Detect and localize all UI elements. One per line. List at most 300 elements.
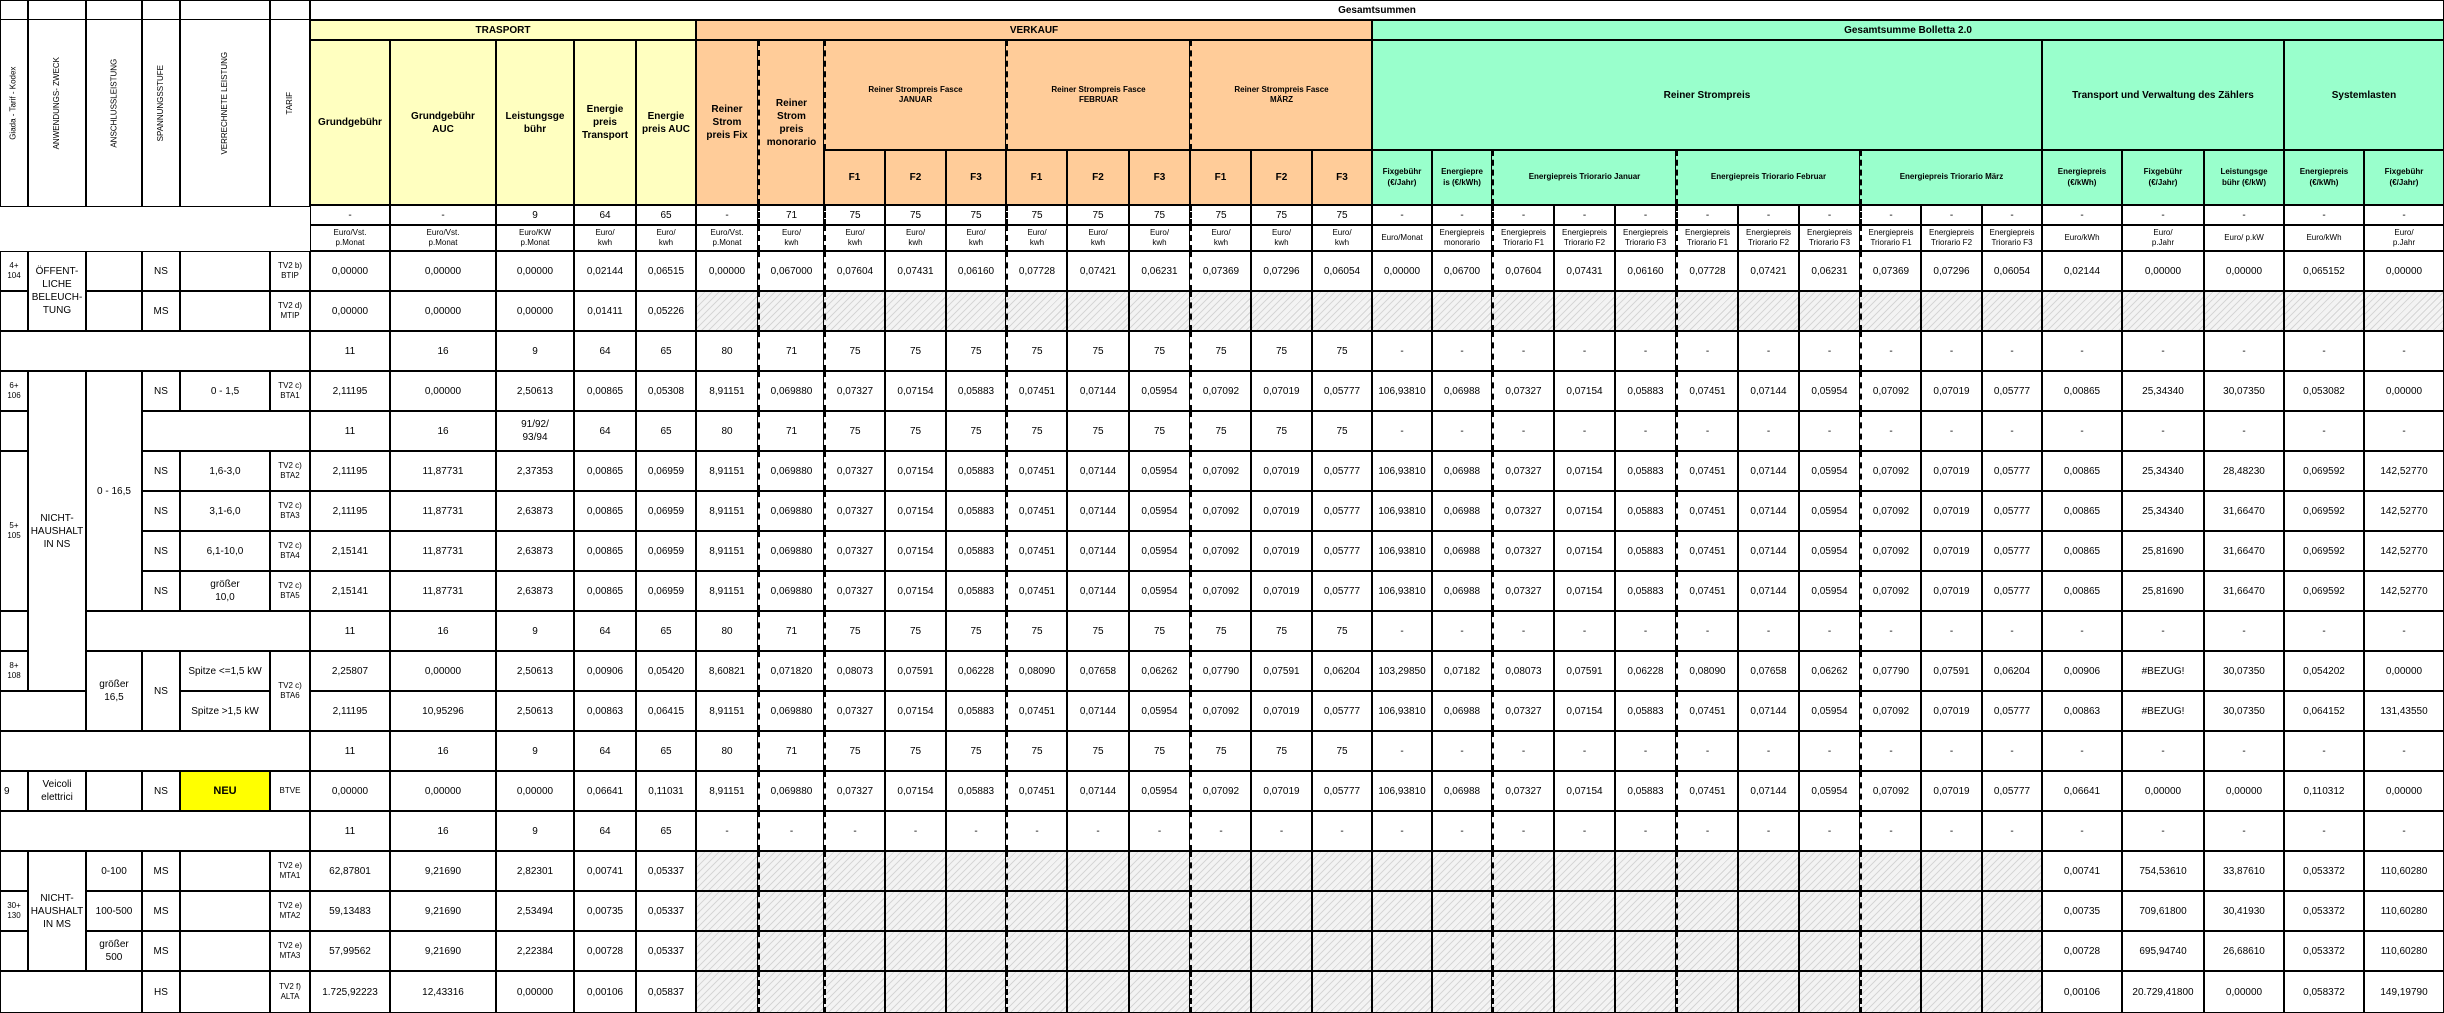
table-cell[interactable] (2042, 531, 2122, 571)
table-cell[interactable] (2042, 331, 2122, 371)
table-cell[interactable] (696, 731, 758, 771)
empty-cell[interactable] (1799, 291, 1860, 331)
table-cell[interactable] (1860, 331, 1921, 371)
table-cell[interactable] (2122, 571, 2204, 611)
table-cell[interactable] (824, 651, 885, 691)
table-cell[interactable] (2364, 971, 2444, 1013)
table-cell[interactable] (2364, 731, 2444, 771)
table-cell[interactable] (1251, 251, 1312, 291)
table-cell[interactable] (1492, 491, 1554, 531)
empty-cell[interactable] (1251, 971, 1312, 1013)
table-cell[interactable] (1129, 411, 1190, 451)
empty-cell[interactable] (1492, 851, 1554, 891)
table-cell[interactable] (758, 611, 824, 651)
empty-cell[interactable] (1860, 291, 1921, 331)
table-cell[interactable] (1615, 371, 1676, 411)
table-cell[interactable] (1190, 40, 1372, 150)
table-cell[interactable] (758, 531, 824, 571)
table-cell[interactable] (1251, 691, 1312, 731)
table-cell[interactable] (758, 40, 824, 205)
table-cell[interactable] (496, 371, 574, 411)
table-cell[interactable] (1372, 251, 1432, 291)
table-cell[interactable] (180, 571, 270, 611)
table-cell[interactable] (1554, 491, 1615, 531)
empty-cell[interactable] (824, 931, 885, 971)
table-cell[interactable] (2364, 491, 2444, 531)
table-cell[interactable] (2204, 531, 2284, 571)
table-cell[interactable] (310, 731, 390, 771)
empty-cell[interactable] (1190, 971, 1251, 1013)
table-cell[interactable] (1312, 611, 1372, 651)
table-cell[interactable] (574, 691, 636, 731)
table-cell[interactable] (636, 651, 696, 691)
table-cell[interactable] (270, 251, 310, 291)
table-cell[interactable] (1554, 571, 1615, 611)
empty-cell[interactable] (696, 291, 758, 331)
table-cell[interactable] (1860, 491, 1921, 531)
empty-cell[interactable] (1738, 931, 1799, 971)
table-cell[interactable] (390, 731, 496, 771)
table-cell[interactable] (1921, 651, 1982, 691)
table-cell[interactable] (1799, 225, 1860, 251)
table-cell[interactable] (1921, 811, 1982, 851)
table-cell[interactable] (1129, 225, 1190, 251)
table-cell[interactable] (2364, 571, 2444, 611)
table-cell[interactable] (1372, 491, 1432, 531)
table-cell[interactable] (1372, 411, 1432, 451)
table-cell[interactable] (2284, 931, 2364, 971)
table-cell[interactable] (1190, 205, 1251, 225)
table-cell[interactable] (636, 251, 696, 291)
table-cell[interactable] (496, 731, 574, 771)
table-cell[interactable] (1615, 611, 1676, 651)
empty-cell[interactable] (1432, 291, 1492, 331)
table-cell[interactable] (270, 491, 310, 531)
table-cell[interactable] (636, 371, 696, 411)
table-cell[interactable] (758, 731, 824, 771)
empty-cell[interactable] (696, 931, 758, 971)
table-cell[interactable] (758, 651, 824, 691)
table-cell[interactable] (1615, 491, 1676, 531)
table-cell[interactable] (885, 491, 946, 531)
table-cell[interactable] (496, 531, 574, 571)
empty-cell[interactable] (1067, 851, 1129, 891)
empty-cell[interactable] (1982, 851, 2042, 891)
table-cell[interactable] (2042, 451, 2122, 491)
table-cell[interactable] (1067, 771, 1129, 811)
table-cell[interactable] (1190, 731, 1251, 771)
table-cell[interactable] (1738, 371, 1799, 411)
table-cell[interactable] (824, 40, 1006, 150)
table-cell[interactable] (696, 451, 758, 491)
table-cell[interactable] (696, 20, 1372, 40)
table-cell[interactable] (310, 291, 390, 331)
table-cell[interactable] (946, 771, 1006, 811)
table-cell[interactable] (310, 491, 390, 531)
table-cell[interactable] (1615, 771, 1676, 811)
table-cell[interactable] (1372, 20, 2444, 40)
empty-cell[interactable] (1432, 971, 1492, 1013)
table-cell[interactable] (1312, 331, 1372, 371)
table-cell[interactable] (310, 571, 390, 611)
empty-cell[interactable] (824, 971, 885, 1013)
table-cell[interactable] (1372, 811, 1432, 851)
empty-cell[interactable] (1921, 291, 1982, 331)
table-cell[interactable] (2042, 251, 2122, 291)
table-cell[interactable] (1372, 205, 1432, 225)
table-cell[interactable] (142, 531, 180, 571)
table-cell[interactable] (1067, 731, 1129, 771)
table-cell[interactable] (946, 451, 1006, 491)
empty-cell[interactable] (1799, 971, 1860, 1013)
table-cell[interactable] (1312, 771, 1372, 811)
table-cell[interactable] (885, 571, 946, 611)
empty-cell[interactable] (885, 851, 946, 891)
table-cell[interactable] (885, 531, 946, 571)
table-cell[interactable] (496, 331, 574, 371)
table-cell[interactable] (2284, 971, 2364, 1013)
table-cell[interactable] (2122, 891, 2204, 931)
table-cell[interactable] (1372, 371, 1432, 411)
empty-cell[interactable] (1251, 851, 1312, 891)
empty-cell[interactable] (1006, 291, 1067, 331)
table-cell[interactable] (1251, 331, 1312, 371)
empty-cell[interactable] (0, 411, 28, 451)
table-cell[interactable] (0, 0, 28, 207)
empty-cell[interactable] (1860, 931, 1921, 971)
table-cell[interactable] (2364, 811, 2444, 851)
empty-cell[interactable] (946, 851, 1006, 891)
table-cell[interactable] (1129, 771, 1190, 811)
table-cell[interactable] (2364, 150, 2444, 205)
table-cell[interactable] (574, 651, 636, 691)
table-cell[interactable] (1554, 371, 1615, 411)
table-cell[interactable] (390, 225, 496, 251)
table-cell[interactable] (1615, 411, 1676, 451)
table-cell[interactable] (1982, 731, 2042, 771)
table-cell[interactable] (310, 611, 390, 651)
table-cell[interactable] (496, 651, 574, 691)
table-cell[interactable] (574, 225, 636, 251)
table-cell[interactable] (1251, 811, 1312, 851)
table-cell[interactable] (86, 931, 142, 971)
empty-cell[interactable] (1006, 931, 1067, 971)
table-cell[interactable] (1554, 651, 1615, 691)
table-cell[interactable] (1799, 371, 1860, 411)
empty-cell[interactable] (1190, 891, 1251, 931)
table-cell[interactable] (1738, 611, 1799, 651)
table-cell[interactable] (142, 371, 180, 411)
empty-cell[interactable] (1738, 291, 1799, 331)
empty-cell[interactable] (1738, 851, 1799, 891)
table-cell[interactable] (270, 771, 310, 811)
table-cell[interactable] (636, 331, 696, 371)
table-cell[interactable] (310, 651, 390, 691)
table-cell[interactable] (390, 891, 496, 931)
table-cell[interactable] (946, 571, 1006, 611)
table-cell[interactable] (2364, 611, 2444, 651)
empty-cell[interactable] (1372, 931, 1432, 971)
table-cell[interactable] (2122, 531, 2204, 571)
empty-cell[interactable] (0, 731, 310, 771)
table-cell[interactable] (1554, 611, 1615, 651)
empty-cell[interactable] (1615, 931, 1676, 971)
table-cell[interactable] (1190, 691, 1251, 731)
table-cell[interactable] (2204, 371, 2284, 411)
table-cell[interactable] (1738, 531, 1799, 571)
table-cell[interactable] (1190, 611, 1251, 651)
table-cell[interactable] (390, 691, 496, 731)
table-cell[interactable] (696, 371, 758, 411)
table-cell[interactable] (2364, 331, 2444, 371)
empty-cell[interactable] (1312, 931, 1372, 971)
table-cell[interactable] (1251, 531, 1312, 571)
table-cell[interactable] (2284, 251, 2364, 291)
table-cell[interactable] (2364, 371, 2444, 411)
table-cell[interactable] (496, 851, 574, 891)
table-cell[interactable] (696, 251, 758, 291)
table-cell[interactable] (824, 205, 885, 225)
table-cell[interactable] (1799, 251, 1860, 291)
table-cell[interactable] (2122, 731, 2204, 771)
table-cell[interactable] (2042, 40, 2284, 150)
empty-cell[interactable] (824, 291, 885, 331)
table-cell[interactable] (496, 891, 574, 931)
table-cell[interactable] (310, 0, 2444, 20)
table-cell[interactable] (1492, 811, 1554, 851)
empty-cell[interactable] (824, 891, 885, 931)
table-cell[interactable] (1921, 225, 1982, 251)
empty-cell[interactable] (1554, 891, 1615, 931)
empty-cell[interactable] (2284, 291, 2364, 331)
table-cell[interactable] (1676, 251, 1738, 291)
table-cell[interactable] (636, 971, 696, 1013)
table-cell[interactable] (1492, 611, 1554, 651)
table-cell[interactable] (2204, 851, 2284, 891)
empty-cell[interactable] (946, 891, 1006, 931)
table-cell[interactable] (390, 251, 496, 291)
table-cell[interactable] (824, 451, 885, 491)
table-cell[interactable] (390, 851, 496, 891)
empty-cell[interactable] (1312, 971, 1372, 1013)
table-cell[interactable] (1982, 611, 2042, 651)
table-cell[interactable] (574, 411, 636, 451)
table-cell[interactable] (885, 371, 946, 411)
empty-cell[interactable] (86, 251, 142, 291)
table-cell[interactable] (2122, 225, 2204, 251)
table-cell[interactable] (496, 931, 574, 971)
table-cell[interactable] (824, 771, 885, 811)
table-cell[interactable] (946, 531, 1006, 571)
table-cell[interactable] (1129, 205, 1190, 225)
table-cell[interactable] (142, 571, 180, 611)
table-cell[interactable] (1372, 225, 1432, 251)
table-cell[interactable] (390, 291, 496, 331)
table-cell[interactable] (2042, 491, 2122, 531)
table-cell[interactable] (885, 731, 946, 771)
table-cell[interactable] (758, 811, 824, 851)
table-cell[interactable] (2204, 571, 2284, 611)
table-cell[interactable] (1312, 811, 1372, 851)
table-cell[interactable] (1615, 731, 1676, 771)
table-cell[interactable] (310, 771, 390, 811)
table-cell[interactable] (180, 691, 270, 731)
table-cell[interactable] (310, 205, 390, 225)
table-cell[interactable] (1738, 691, 1799, 731)
table-cell[interactable] (496, 571, 574, 611)
table-cell[interactable] (1554, 811, 1615, 851)
table-cell[interactable] (310, 40, 390, 205)
table-cell[interactable] (1676, 731, 1738, 771)
table-cell[interactable] (2042, 851, 2122, 891)
table-cell[interactable] (2204, 691, 2284, 731)
empty-cell[interactable] (758, 931, 824, 971)
table-cell[interactable] (1006, 451, 1067, 491)
table-cell[interactable] (1921, 731, 1982, 771)
table-cell[interactable] (496, 205, 574, 225)
table-cell[interactable] (390, 811, 496, 851)
table-cell[interactable] (1860, 651, 1921, 691)
table-cell[interactable] (574, 251, 636, 291)
table-cell[interactable] (1190, 571, 1251, 611)
table-cell[interactable] (1554, 531, 1615, 571)
table-cell[interactable] (1738, 731, 1799, 771)
table-cell[interactable] (390, 205, 496, 225)
table-cell[interactable] (574, 891, 636, 931)
table-cell[interactable] (496, 291, 574, 331)
table-cell[interactable] (1982, 371, 2042, 411)
table-cell[interactable] (496, 411, 574, 451)
table-cell[interactable] (2122, 150, 2204, 205)
table-cell[interactable] (2122, 691, 2204, 731)
table-cell[interactable] (574, 40, 636, 205)
table-cell[interactable] (180, 651, 270, 691)
empty-cell[interactable] (1251, 891, 1312, 931)
table-cell[interactable] (2122, 811, 2204, 851)
table-cell[interactable] (496, 491, 574, 531)
table-cell[interactable] (1312, 150, 1372, 205)
table-cell[interactable] (636, 40, 696, 205)
table-cell[interactable] (636, 851, 696, 891)
table-cell[interactable] (1738, 225, 1799, 251)
table-cell[interactable] (2042, 731, 2122, 771)
table-cell[interactable] (696, 651, 758, 691)
empty-cell[interactable] (1982, 971, 2042, 1013)
empty-cell[interactable] (0, 331, 310, 371)
table-cell[interactable] (390, 411, 496, 451)
table-cell[interactable] (1067, 331, 1129, 371)
table-cell[interactable] (1432, 251, 1492, 291)
table-cell[interactable] (2122, 771, 2204, 811)
table-cell[interactable] (496, 771, 574, 811)
table-cell[interactable] (310, 251, 390, 291)
table-cell[interactable] (1738, 771, 1799, 811)
table-cell[interactable] (390, 491, 496, 531)
empty-cell[interactable] (758, 971, 824, 1013)
empty-cell[interactable] (180, 251, 270, 291)
table-cell[interactable] (1676, 225, 1738, 251)
table-cell[interactable] (1251, 651, 1312, 691)
table-cell[interactable] (2042, 811, 2122, 851)
table-cell[interactable] (1615, 651, 1676, 691)
table-cell[interactable] (1492, 731, 1554, 771)
table-cell[interactable] (1799, 811, 1860, 851)
table-cell[interactable] (1676, 611, 1738, 651)
empty-cell[interactable] (180, 291, 270, 331)
empty-cell[interactable] (758, 891, 824, 931)
table-cell[interactable] (2364, 891, 2444, 931)
empty-cell[interactable] (1860, 891, 1921, 931)
table-cell[interactable] (1432, 451, 1492, 491)
table-cell[interactable] (496, 40, 574, 205)
table-cell[interactable] (2122, 371, 2204, 411)
table-cell[interactable] (2042, 651, 2122, 691)
table-cell[interactable] (1129, 811, 1190, 851)
table-cell[interactable] (946, 651, 1006, 691)
table-cell[interactable] (1554, 691, 1615, 731)
table-cell[interactable] (86, 651, 142, 731)
table-cell[interactable] (1615, 531, 1676, 571)
table-cell[interactable] (1492, 771, 1554, 811)
table-cell[interactable] (1492, 371, 1554, 411)
table-cell[interactable] (758, 225, 824, 251)
table-cell[interactable] (1006, 571, 1067, 611)
table-cell[interactable] (946, 251, 1006, 291)
table-cell[interactable] (1312, 411, 1372, 451)
table-cell[interactable] (270, 451, 310, 491)
table-cell[interactable] (574, 451, 636, 491)
table-cell[interactable] (1190, 371, 1251, 411)
table-cell[interactable] (310, 971, 390, 1013)
empty-cell[interactable] (1554, 931, 1615, 971)
table-cell[interactable] (1129, 531, 1190, 571)
table-cell[interactable] (390, 371, 496, 411)
empty-cell[interactable] (1190, 851, 1251, 891)
empty-cell[interactable] (1251, 931, 1312, 971)
table-cell[interactable] (2042, 971, 2122, 1013)
empty-cell[interactable] (1554, 291, 1615, 331)
table-cell[interactable] (946, 691, 1006, 731)
table-cell[interactable] (2042, 371, 2122, 411)
table-cell[interactable] (2204, 451, 2284, 491)
table-cell[interactable] (824, 731, 885, 771)
empty-cell[interactable] (1615, 891, 1676, 931)
table-cell[interactable] (946, 491, 1006, 531)
table-cell[interactable] (142, 891, 180, 931)
empty-cell[interactable] (1312, 851, 1372, 891)
table-cell[interactable] (142, 651, 180, 731)
table-cell[interactable] (574, 931, 636, 971)
table-cell[interactable] (824, 371, 885, 411)
empty-cell[interactable] (2364, 291, 2444, 331)
table-cell[interactable] (1676, 205, 1738, 225)
table-cell[interactable] (1006, 611, 1067, 651)
table-cell[interactable] (390, 651, 496, 691)
table-cell[interactable] (1129, 371, 1190, 411)
table-cell[interactable] (2364, 251, 2444, 291)
empty-cell[interactable] (0, 811, 310, 851)
table-cell[interactable] (180, 531, 270, 571)
table-cell[interactable] (1738, 811, 1799, 851)
table-cell[interactable] (2122, 851, 2204, 891)
table-cell[interactable] (2364, 531, 2444, 571)
empty-cell[interactable] (1676, 971, 1738, 1013)
table-cell[interactable] (758, 331, 824, 371)
table-cell[interactable] (1982, 251, 2042, 291)
table-cell[interactable] (2042, 611, 2122, 651)
table-cell[interactable] (1982, 491, 2042, 531)
table-cell[interactable] (2284, 891, 2364, 931)
